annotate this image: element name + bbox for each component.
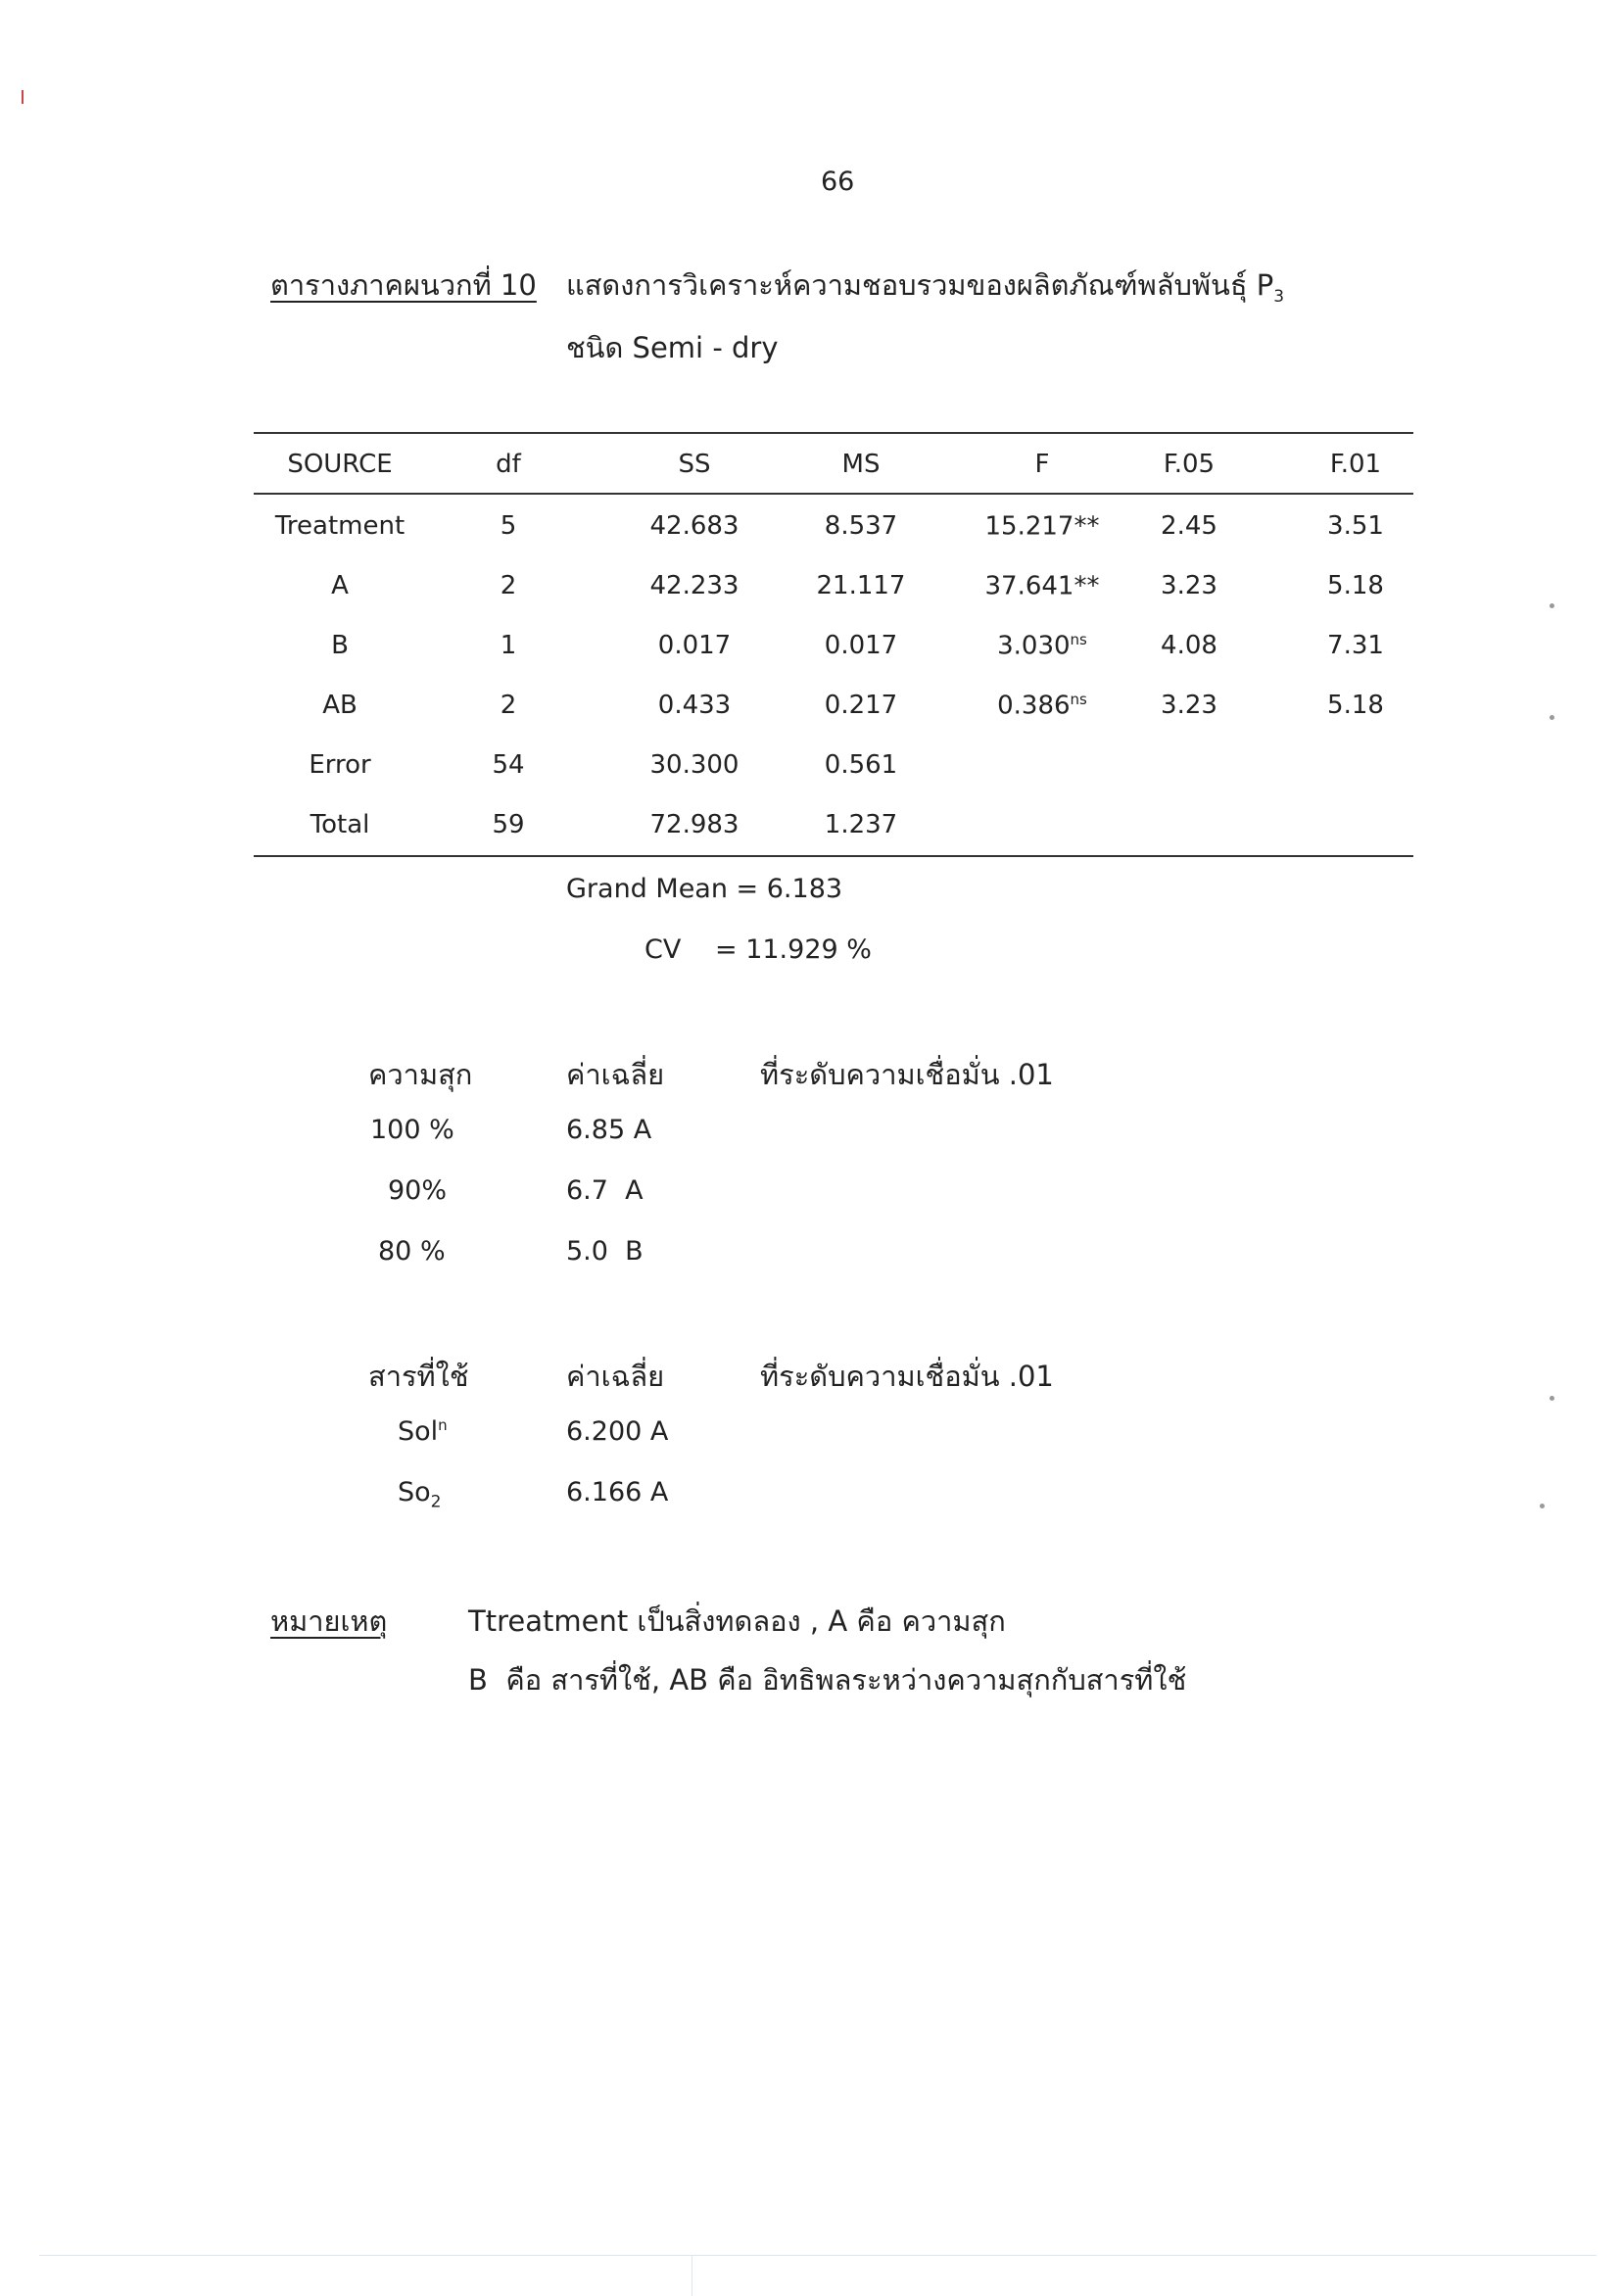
table-header-row (254, 450, 1413, 508)
ripeness-header: ความสุก (368, 1058, 473, 1091)
ripeness-level: 100 % (370, 1115, 454, 1145)
cell-ss: 0.017 (657, 631, 732, 660)
cell-source: A (331, 571, 349, 600)
substance-name-subscript: 2 (430, 1492, 442, 1512)
substance-name (398, 1416, 448, 1447)
table-top-rule (254, 432, 1413, 434)
caption-title-subscript: 3 (1273, 286, 1285, 307)
ripeness-level: 90% (388, 1175, 448, 1206)
cell-ss: 30.300 (649, 750, 739, 780)
cell-ms: 21.117 (816, 571, 906, 600)
ripeness-level: 80 % (378, 1236, 446, 1267)
cell-source: Total (310, 810, 370, 839)
cell-f-mark: ns (1070, 691, 1087, 708)
cell-ms: 0.217 (824, 691, 898, 720)
note-line2: B คือ สารที่ใช้, AB คือ อิทธิพลระหว่างความสุกกับสารที่ใช้ (468, 1663, 1187, 1697)
cell-f-value: 3.030 (997, 631, 1071, 661)
caption-label: ตารางภาคผนวกที่ 10 (270, 268, 537, 302)
cell-f-value: 37.641** (984, 571, 1100, 601)
substance-header: สารที่ใช้ (368, 1360, 469, 1393)
cell-ss: 0.433 (657, 691, 732, 720)
cell-f-value: 15.217** (984, 511, 1100, 542)
cell-ss: 42.233 (649, 571, 739, 600)
cell-f05: 3.23 (1161, 691, 1217, 720)
cell-f01: 3.51 (1327, 511, 1384, 541)
cell-f01: 5.18 (1327, 691, 1384, 720)
table-row (254, 810, 1413, 869)
table-row (254, 631, 1413, 690)
substance-mean: 6.200 A (566, 1416, 669, 1447)
cell-ms: 8.537 (824, 511, 898, 541)
page-number: 66 (821, 167, 855, 197)
substance-name-text: So (398, 1477, 431, 1507)
grand-mean: Grand Mean = 6.183 (566, 874, 843, 904)
substance-mean-header: ค่าเฉลี่ย (566, 1360, 665, 1393)
cell-source: B (331, 631, 349, 660)
table-row (254, 750, 1413, 809)
cell-ss: 72.983 (649, 810, 739, 839)
substance-confidence-header: ที่ระดับความเชื่อมั่น .01 (760, 1360, 1054, 1393)
scan-mark (22, 90, 24, 104)
header-ms: MS (841, 450, 881, 479)
cell-ms: 1.237 (824, 810, 898, 839)
scan-dot (1550, 1396, 1554, 1401)
cell-source: Error (309, 750, 371, 780)
cell-df: 54 (492, 750, 525, 780)
ripeness-mean: 6.7 A (566, 1175, 644, 1206)
cell-f01: 5.18 (1327, 571, 1384, 600)
table-row (254, 511, 1413, 570)
cell-source: Treatment (274, 511, 406, 541)
note-label: หมายเหตุ (270, 1604, 388, 1638)
cell-f05: 3.23 (1161, 571, 1217, 600)
substance-name-superscript: n (438, 1416, 448, 1434)
cv-label: CV (644, 934, 682, 965)
cell-ms: 0.561 (824, 750, 898, 780)
cell-f01: 7.31 (1327, 631, 1384, 660)
ripeness-mean: 6.85 A (566, 1115, 652, 1145)
cell-df: 1 (500, 631, 517, 660)
cell-ms: 0.017 (824, 631, 898, 660)
cell-source: AB (322, 691, 358, 720)
cell-df: 2 (500, 571, 517, 600)
caption-title-line2: ชนิด Semi - dry (566, 331, 779, 364)
scan-dot (1550, 715, 1554, 720)
cell-df: 2 (500, 691, 517, 720)
header-df: df (496, 450, 521, 479)
cell-f05: 4.08 (1161, 631, 1217, 660)
header-f05: F.05 (1163, 450, 1216, 479)
ripeness-confidence-header: ที่ระดับความเชื่อมั่น .01 (760, 1058, 1054, 1091)
table-row (254, 571, 1413, 630)
scan-dot (1540, 1504, 1545, 1508)
table-row (254, 691, 1413, 749)
substance-mean: 6.166 A (566, 1477, 669, 1507)
cell-f05: 2.45 (1161, 511, 1217, 541)
ripeness-mean: 5.0 B (566, 1236, 644, 1267)
cell-ss: 42.683 (649, 511, 739, 541)
header-source: SOURCE (287, 450, 393, 479)
note-line1: Ttreatment เป็นสิ่งทดลอง , A คือ ความสุก (468, 1604, 1006, 1638)
ripeness-mean-header: ค่าเฉลี่ย (566, 1058, 665, 1091)
caption-title (566, 263, 1284, 308)
cv-value: = 11.929 % (715, 934, 872, 965)
header-f01: F.01 (1329, 450, 1382, 479)
substance-name-text: Sol (398, 1416, 439, 1447)
caption-title-text: แสดงการวิเคราะห์ความชอบรวมของผลิตภัณฑ์พลับพันธุ์ P (566, 268, 1274, 302)
scan-border (39, 2255, 1597, 2256)
header-f: F (1034, 450, 1050, 479)
cell-f-value: 0.386 (997, 691, 1071, 721)
scan-dot (1550, 603, 1554, 608)
cell-f-mark: ns (1070, 631, 1087, 648)
cell-df: 59 (492, 810, 525, 839)
header-ss: SS (678, 450, 711, 479)
substance-name (398, 1477, 442, 1511)
cell-df: 5 (500, 511, 517, 541)
